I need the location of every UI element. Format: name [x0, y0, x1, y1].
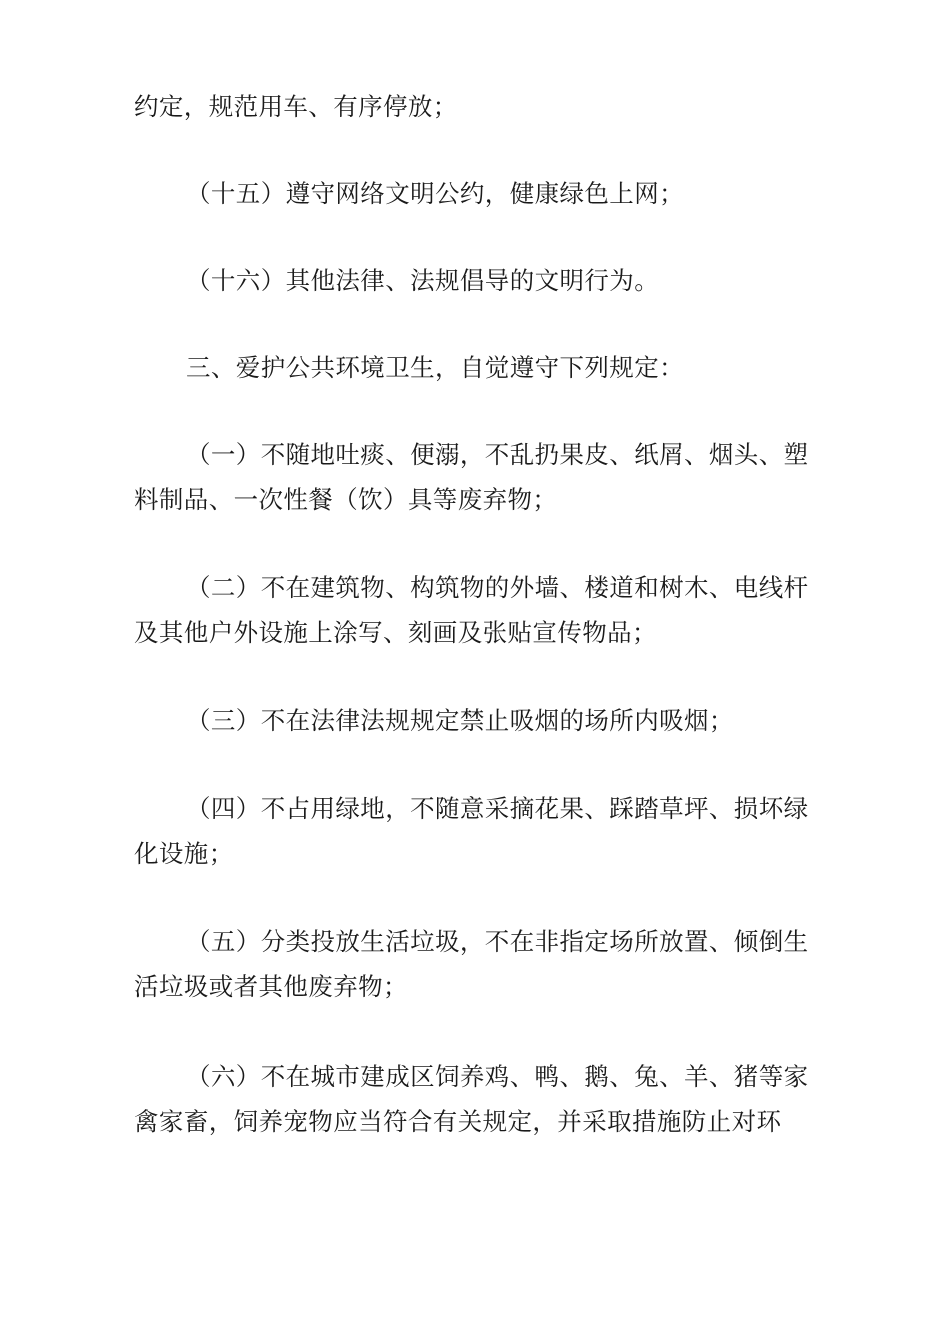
text-line: （六）不在城市建成区饲养鸡、鸭、鹅、兔、羊、猪等家	[186, 1062, 809, 1091]
text-line: （十五）遵守网络文明公约，健康绿色上网；	[186, 179, 684, 208]
text-line: （三）不在法律法规规定禁止吸烟的场所内吸烟；	[186, 706, 734, 735]
text-line: （五）分类投放生活垃圾，不在非指定场所放置、倾倒生	[186, 927, 809, 956]
text-line: （二）不在建筑物、构筑物的外墙、楼道和树木、电线杆	[186, 573, 809, 602]
section-heading: 三、爱护公共环境卫生，自觉遵守下列规定：	[186, 353, 684, 382]
text-line: 化设施；	[134, 839, 234, 868]
text-line: 及其他户外设施上涂写、刻画及张贴宣传物品；	[134, 618, 657, 647]
text-line: 活垃圾或者其他废弃物；	[134, 972, 408, 1001]
text-line: 约定，规范用车、有序停放；	[134, 92, 458, 121]
text-line: 禽家畜，饲养宠物应当符合有关规定，并采取措施防止对环	[134, 1107, 782, 1136]
text-line: （十六）其他法律、法规倡导的文明行为。	[186, 266, 660, 295]
text-line: （四）不占用绿地，不随意采摘花果、踩踏草坪、损坏绿	[186, 794, 809, 823]
text-line: （一）不随地吐痰、便溺，不乱扔果皮、纸屑、烟头、塑	[186, 440, 809, 469]
text-line: 料制品、一次性餐（饮）具等废弃物；	[134, 485, 558, 514]
